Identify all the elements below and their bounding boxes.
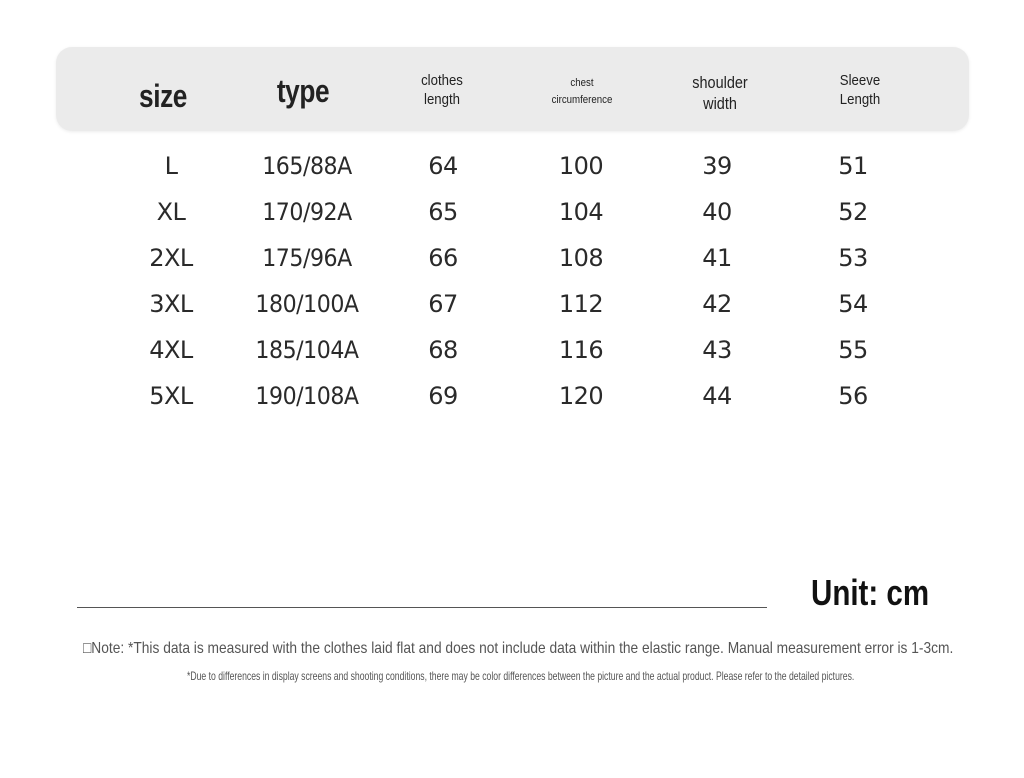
cell-sleeve: 56 (838, 382, 868, 410)
cell-chest: 112 (558, 290, 604, 318)
cell-shoulder: 42 (702, 290, 732, 318)
table-row (0, 152, 1024, 198)
cell-clothes-length: 67 (428, 290, 458, 318)
header-sleeve-length (840, 72, 880, 110)
cell-type: 185/104A (255, 336, 359, 364)
header-size: size (139, 78, 187, 114)
cell-type: 175/96A (262, 244, 352, 272)
header-shoulder-line2: width (703, 94, 737, 114)
cell-size: 3XL (149, 290, 193, 318)
cell-chest: 116 (558, 336, 604, 364)
cell-sleeve: 55 (838, 336, 868, 364)
cell-type: 170/92A (262, 198, 352, 226)
cell-size: L (164, 152, 178, 180)
header-type: type (276, 73, 330, 109)
header-chest-line2: circumference (551, 93, 613, 106)
cell-chest: 104 (558, 198, 604, 226)
cell-shoulder: 41 (702, 244, 732, 272)
cell-type: 190/108A (255, 382, 359, 410)
header-clothes-length-line1: clothes (421, 72, 463, 89)
cell-type: 165/88A (262, 152, 352, 180)
cell-chest: 120 (558, 382, 604, 410)
cell-chest: 108 (558, 244, 604, 272)
cell-sleeve: 54 (838, 290, 868, 318)
cell-chest: 100 (558, 152, 604, 180)
cell-shoulder: 39 (702, 152, 732, 180)
divider-line (77, 607, 767, 608)
cell-clothes-length: 69 (428, 382, 458, 410)
table-header-band (56, 47, 969, 131)
header-clothes-length (421, 72, 463, 110)
cell-clothes-length: 68 (428, 336, 458, 364)
cell-shoulder: 40 (702, 198, 732, 226)
header-chest-line1: chest (570, 77, 594, 89)
header-clothes-length-line2: length (424, 90, 460, 108)
cell-clothes-length: 64 (428, 152, 458, 180)
header-sleeve-line2: Length (839, 90, 881, 108)
header-chest-circumference (552, 77, 613, 108)
cell-shoulder: 43 (702, 336, 732, 364)
cell-sleeve: 53 (838, 244, 868, 272)
table-row (0, 198, 1024, 244)
table-row (0, 336, 1024, 382)
cell-size: 2XL (149, 244, 193, 272)
header-sleeve-line1: Sleeve (839, 72, 881, 89)
cell-shoulder: 44 (702, 382, 732, 410)
cell-clothes-length: 66 (428, 244, 458, 272)
unit-label: Unit: cm (811, 572, 930, 613)
cell-clothes-length: 65 (428, 198, 458, 226)
cell-sleeve: 52 (838, 198, 868, 226)
note-secondary: *Due to differences in display screens and shooting conditions, there may be color differences between the picture and the actual product. Please refer to the detailed pictures. (187, 669, 855, 683)
header-shoulder-line1: shoulder (692, 73, 748, 92)
cell-sleeve: 51 (838, 152, 868, 180)
header-shoulder-width (692, 72, 747, 115)
table-row (0, 290, 1024, 336)
cell-size: 4XL (149, 336, 193, 364)
cell-size: 5XL (149, 382, 193, 410)
note-primary: □Note: *This data is measured with the clothes laid flat and does not include data within the elastic range. Manual measurement error is 1-3cm. (83, 640, 954, 657)
table-row (0, 244, 1024, 290)
cell-type: 180/100A (255, 290, 359, 318)
table-row (0, 382, 1024, 428)
cell-size: XL (156, 198, 186, 226)
